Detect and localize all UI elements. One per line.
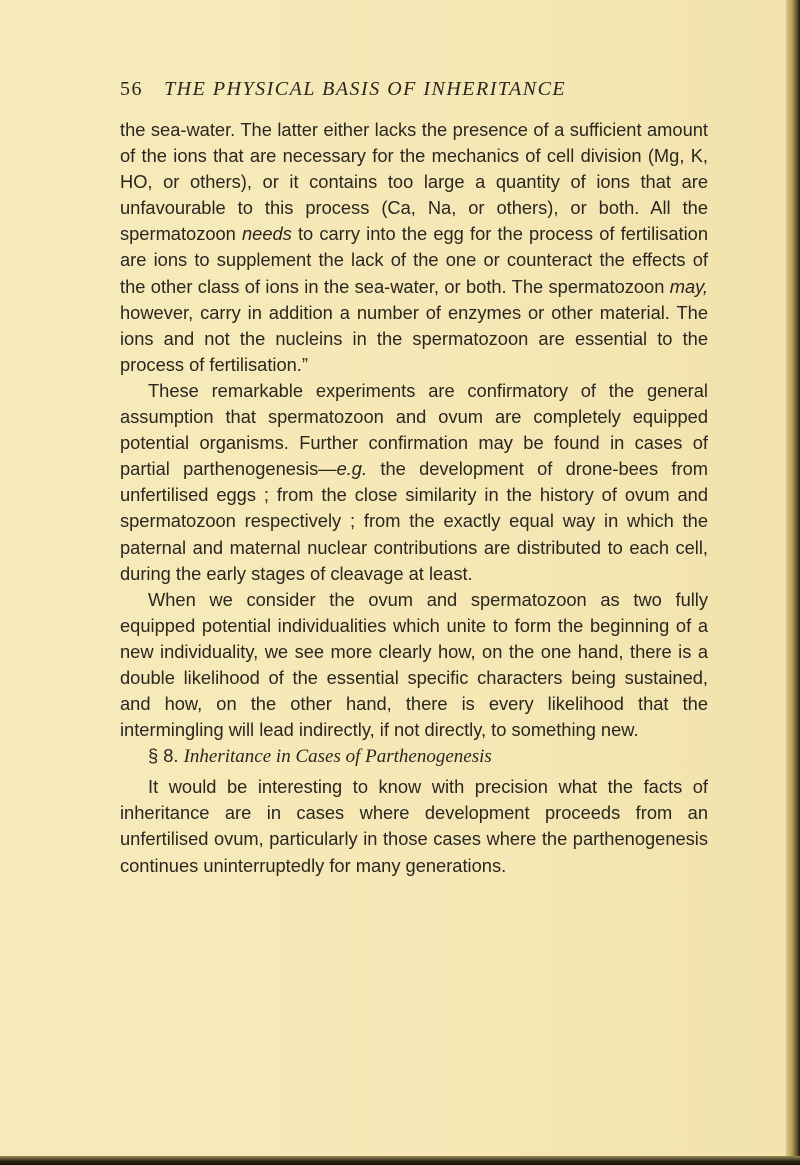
section-title: Inheritance in Cases of Parthenogenesis: [183, 746, 492, 768]
page-edge-bottom: [0, 1156, 800, 1165]
page-number: 56: [120, 78, 143, 100]
running-head: THE PHYSICAL BASIS OF INHERITANCE: [164, 78, 567, 100]
paragraph-4: It would be interesting to know with precision what the facts of inheritance are in cases where development proceeds from an unfertilised ovum, particularly in those cases where the parthenogenesis continues uninterruptedly for many generations.: [120, 776, 708, 876]
section-number: § 8.: [148, 745, 179, 767]
page-edge-right: [786, 0, 800, 1165]
paragraph-2: These remarkable experiments are confirmatory of the general assumption that spermatozoon and ovum are completely equipped potential organisms. Further confirmation may be found in cases of partial parthenogenesis—e.g. the development of drone-bees from unfertilised eggs ; from the close similarity in the history of ovum and spermatozoon respectively ; from the exactly equal way in which the paternal and maternal nuclear contributions are distributed to each cell, during the early stages of cleavage at least.: [120, 379, 708, 584]
page-header: [120, 78, 700, 101]
page-body: [120, 117, 708, 879]
section-heading: [120, 743, 708, 770]
paragraph-1: the sea-water. The latter either lacks the presence of a sufficient amount of the ions that are necessary for the mechanics of cell division (Mg, K, HO, or others), or it contains too large a quantity of ions that are unfavourable to this process (Ca, Na, or others), or both. All the spermatozoon needs to carry into the egg for the process of fertilisation are ions to supplement the lack of the one or counteract the effects of the other class of ions in the sea-water, or both. The spermatozoon may, however, carry in addition a number of enzymes or other material. The ions and not the nucleins in the spermatozoon are essential to the process of fertilisation.”: [120, 119, 708, 375]
paragraph-3: When we consider the ovum and spermatozoon as two fully equipped potential individualities which unite to form the beginning of a new individuality, we see more clearly how, on the one hand, there is a double likelihood of the essential specific characters being sustained, and how, on the other hand, there is every likelihood that the intermingling will lead indirectly, if not directly, to something new.: [120, 588, 708, 741]
